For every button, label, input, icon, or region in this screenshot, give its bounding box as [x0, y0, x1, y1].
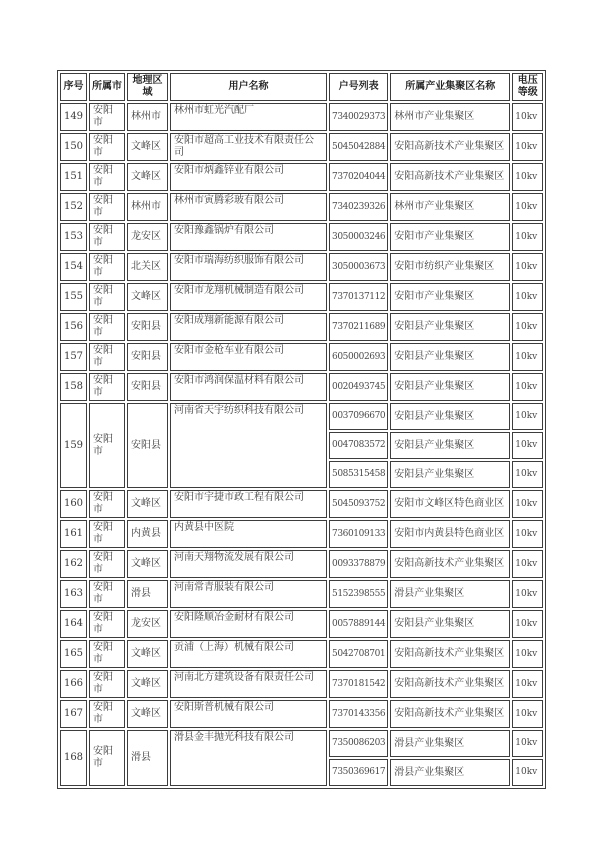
user-name-cell: 安阳市瑞海纺织服饰有限公司	[170, 253, 327, 281]
voltage-level-cell: 10kv	[512, 670, 543, 698]
cluster-name-cell: 安阳市内黄县特色商业区	[390, 520, 510, 548]
city-cell: 安阳市	[89, 580, 125, 608]
user-name-cell: 安阳市宇捷市政工程有限公司	[170, 490, 327, 518]
column-header-user: 用户名称	[170, 73, 327, 101]
user-name-cell: 安阳斯普机械有限公司	[170, 700, 327, 728]
cluster-name-cell: 安阳县产业集聚区	[390, 313, 510, 341]
voltage-level-cell: 10kv	[512, 580, 543, 608]
user-name-cell: 河南常青服装有限公司	[170, 580, 327, 608]
city-cell: 安阳市	[89, 223, 125, 251]
voltage-level-cell: 10kv	[512, 730, 543, 757]
voltage-level-cell: 10kv	[512, 461, 543, 488]
account-number-cell: 5152398555	[329, 580, 388, 608]
voltage-level-cell: 10kv	[512, 432, 543, 459]
cluster-name-cell: 安阳县产业集聚区	[390, 432, 510, 459]
cluster-name-cell: 林州市产业集聚区	[390, 193, 510, 221]
account-number-cell: 6050002693	[329, 343, 388, 371]
voltage-level-cell: 10kv	[512, 253, 543, 281]
region-cell: 龙安区	[127, 223, 168, 251]
user-name-cell: 安阳市炳鑫锌业有限公司	[170, 163, 327, 191]
serial-cell: 164	[60, 610, 87, 638]
serial-cell: 158	[60, 373, 87, 401]
city-cell: 安阳市	[89, 520, 125, 548]
user-name-cell: 安阳市超高工业技术有限责任公司	[170, 133, 327, 161]
table-body	[60, 103, 543, 786]
region-cell: 文峰区	[127, 700, 168, 728]
region-cell: 安阳县	[127, 343, 168, 371]
user-name-cell: 内黄县中医院	[170, 520, 327, 548]
account-number-cell: 7370204044	[329, 163, 388, 191]
account-number-cell: 0057889144	[329, 610, 388, 638]
account-number-cell: 5045093752	[329, 490, 388, 518]
account-number-cell: 5042708701	[329, 640, 388, 668]
column-header-account: 户号列表	[329, 73, 388, 101]
region-cell: 林州市	[127, 103, 168, 131]
table-row	[60, 343, 543, 371]
cluster-name-cell: 安阳高新技术产业集聚区	[390, 163, 510, 191]
voltage-level-cell: 10kv	[512, 223, 543, 251]
voltage-level-cell: 10kv	[512, 520, 543, 548]
serial-cell: 150	[60, 133, 87, 161]
column-header-no: 序号	[60, 73, 87, 101]
voltage-level-cell: 10kv	[512, 133, 543, 161]
region-cell: 文峰区	[127, 550, 168, 578]
city-cell: 安阳市	[89, 313, 125, 341]
serial-cell: 166	[60, 670, 87, 698]
city-cell: 安阳市	[89, 403, 125, 488]
region-cell: 文峰区	[127, 640, 168, 668]
table-row	[60, 520, 543, 548]
voltage-level-cell: 10kv	[512, 193, 543, 221]
region-cell: 北关区	[127, 253, 168, 281]
city-cell: 安阳市	[89, 700, 125, 728]
voltage-level-cell: 10kv	[512, 313, 543, 341]
cluster-name-cell: 安阳市产业集聚区	[390, 283, 510, 311]
account-number-cell: 7370143356	[329, 700, 388, 728]
account-number-cell: 0093378879	[329, 550, 388, 578]
region-cell: 文峰区	[127, 133, 168, 161]
user-name-cell: 河南北方建筑设备有限责任公司	[170, 670, 327, 698]
cluster-name-cell: 安阳高新技术产业集聚区	[390, 700, 510, 728]
account-number-cell: 7350086203	[329, 730, 388, 757]
city-cell: 安阳市	[89, 163, 125, 191]
account-number-cell: 0037096670	[329, 403, 388, 430]
table-row	[60, 103, 543, 131]
user-name-cell: 安阳市鸿润保温材料有限公司	[170, 373, 327, 401]
voltage-level-cell: 10kv	[512, 103, 543, 131]
city-cell: 安阳市	[89, 283, 125, 311]
region-cell: 滑县	[127, 580, 168, 608]
user-name-cell: 安阳豫鑫锅炉有限公司	[170, 223, 327, 251]
serial-cell: 160	[60, 490, 87, 518]
voltage-level-cell: 10kv	[512, 550, 543, 578]
serial-cell: 165	[60, 640, 87, 668]
table-row	[60, 133, 543, 161]
account-number-cell: 5045042884	[329, 133, 388, 161]
region-cell: 文峰区	[127, 163, 168, 191]
region-cell: 文峰区	[127, 490, 168, 518]
user-name-cell: 安阳隆顺冶金耐材有限公司	[170, 610, 327, 638]
cluster-name-cell: 安阳高新技术产业集聚区	[390, 640, 510, 668]
region-cell: 林州市	[127, 193, 168, 221]
column-header-region: 地理区域	[127, 73, 168, 101]
cluster-name-cell: 安阳高新技术产业集聚区	[390, 670, 510, 698]
region-cell: 文峰区	[127, 670, 168, 698]
serial-cell: 162	[60, 550, 87, 578]
city-cell: 安阳市	[89, 103, 125, 131]
serial-cell: 159	[60, 403, 87, 488]
account-number-cell: 7360109133	[329, 520, 388, 548]
voltage-level-cell: 10kv	[512, 700, 543, 728]
table-row	[60, 283, 543, 311]
city-cell: 安阳市	[89, 343, 125, 371]
column-header-voltage: 电压等级	[512, 73, 543, 101]
user-name-cell: 安阳成翔新能源有限公司	[170, 313, 327, 341]
header-row	[60, 73, 543, 101]
city-cell: 安阳市	[89, 253, 125, 281]
city-cell: 安阳市	[89, 193, 125, 221]
voltage-level-cell: 10kv	[512, 759, 543, 786]
account-number-cell: 7350369617	[329, 759, 388, 786]
city-cell: 安阳市	[89, 610, 125, 638]
user-name-cell: 滑县金丰抛光科技有限公司	[170, 730, 327, 786]
user-name-cell: 安阳市龙翔机械制造有限公司	[170, 283, 327, 311]
serial-cell: 168	[60, 730, 87, 786]
voltage-level-cell: 10kv	[512, 490, 543, 518]
serial-cell: 157	[60, 343, 87, 371]
city-cell: 安阳市	[89, 133, 125, 161]
cluster-name-cell: 林州市产业集聚区	[390, 103, 510, 131]
cluster-name-cell: 安阳县产业集聚区	[390, 343, 510, 371]
cluster-name-cell: 滑县产业集聚区	[390, 730, 510, 757]
voltage-level-cell: 10kv	[512, 373, 543, 401]
table-row	[60, 640, 543, 668]
user-cluster-table	[57, 70, 546, 789]
voltage-level-cell: 10kv	[512, 283, 543, 311]
cluster-name-cell: 滑县产业集聚区	[390, 580, 510, 608]
cluster-name-cell: 安阳县产业集聚区	[390, 461, 510, 488]
cluster-name-cell: 安阳县产业集聚区	[390, 373, 510, 401]
user-name-cell: 河南天翔物流发展有限公司	[170, 550, 327, 578]
voltage-level-cell: 10kv	[512, 403, 543, 430]
table-row	[60, 670, 543, 698]
table-row	[60, 193, 543, 221]
account-number-cell: 7370211689	[329, 313, 388, 341]
account-number-cell: 7340239326	[329, 193, 388, 221]
table-row	[60, 550, 543, 578]
serial-cell: 151	[60, 163, 87, 191]
table-row	[60, 580, 543, 608]
cluster-name-cell: 安阳高新技术产业集聚区	[390, 550, 510, 578]
table-row	[60, 313, 543, 341]
account-number-cell: 3050003246	[329, 223, 388, 251]
voltage-level-cell: 10kv	[512, 610, 543, 638]
column-header-city: 所属市	[89, 73, 125, 101]
user-name-cell: 林州市寅腾彩玻有限公司	[170, 193, 327, 221]
serial-cell: 167	[60, 700, 87, 728]
cluster-name-cell: 安阳县产业集聚区	[390, 403, 510, 430]
user-name-cell: 林州市虹光汽配厂	[170, 103, 327, 131]
account-number-cell: 7370181542	[329, 670, 388, 698]
voltage-level-cell: 10kv	[512, 343, 543, 371]
column-header-cluster: 所属产业集聚区名称	[390, 73, 510, 101]
region-cell: 安阳县	[127, 313, 168, 341]
table-row	[60, 700, 543, 728]
user-name-cell: 贡浦（上海）机械有限公司	[170, 640, 327, 668]
cluster-name-cell: 安阳高新技术产业集聚区	[390, 133, 510, 161]
table-row	[60, 490, 543, 518]
table-row	[60, 610, 543, 638]
table-header	[60, 73, 543, 101]
serial-cell: 163	[60, 580, 87, 608]
city-cell: 安阳市	[89, 373, 125, 401]
region-cell: 文峰区	[127, 283, 168, 311]
region-cell: 安阳县	[127, 403, 168, 488]
cluster-name-cell: 安阳市文峰区特色商业区	[390, 490, 510, 518]
account-number-cell: 0047083572	[329, 432, 388, 459]
table-row	[60, 373, 543, 401]
account-number-cell: 7370137112	[329, 283, 388, 311]
region-cell: 安阳县	[127, 373, 168, 401]
city-cell: 安阳市	[89, 640, 125, 668]
table-row	[60, 163, 543, 191]
serial-cell: 154	[60, 253, 87, 281]
cluster-name-cell: 安阳县产业集聚区	[390, 610, 510, 638]
account-number-cell: 3050003673	[329, 253, 388, 281]
account-number-cell: 0020493745	[329, 373, 388, 401]
city-cell: 安阳市	[89, 550, 125, 578]
account-number-cell: 5085315458	[329, 461, 388, 488]
city-cell: 安阳市	[89, 490, 125, 518]
table-row	[60, 253, 543, 281]
table-row	[60, 403, 543, 430]
region-cell: 内黄县	[127, 520, 168, 548]
user-name-cell: 安阳市金枪车业有限公司	[170, 343, 327, 371]
serial-cell: 156	[60, 313, 87, 341]
serial-cell: 152	[60, 193, 87, 221]
table-row	[60, 223, 543, 251]
serial-cell: 161	[60, 520, 87, 548]
city-cell: 安阳市	[89, 730, 125, 786]
region-cell: 龙安区	[127, 610, 168, 638]
voltage-level-cell: 10kv	[512, 640, 543, 668]
serial-cell: 153	[60, 223, 87, 251]
serial-cell: 149	[60, 103, 87, 131]
cluster-name-cell: 安阳市纺织产业集聚区	[390, 253, 510, 281]
cluster-name-cell: 安阳市产业集聚区	[390, 223, 510, 251]
table-row	[60, 730, 543, 757]
user-name-cell: 河南省天宇纺织科技有限公司	[170, 403, 327, 488]
cluster-name-cell: 滑县产业集聚区	[390, 759, 510, 786]
city-cell: 安阳市	[89, 670, 125, 698]
serial-cell: 155	[60, 283, 87, 311]
region-cell: 滑县	[127, 730, 168, 786]
account-number-cell: 7340029373	[329, 103, 388, 131]
voltage-level-cell: 10kv	[512, 163, 543, 191]
